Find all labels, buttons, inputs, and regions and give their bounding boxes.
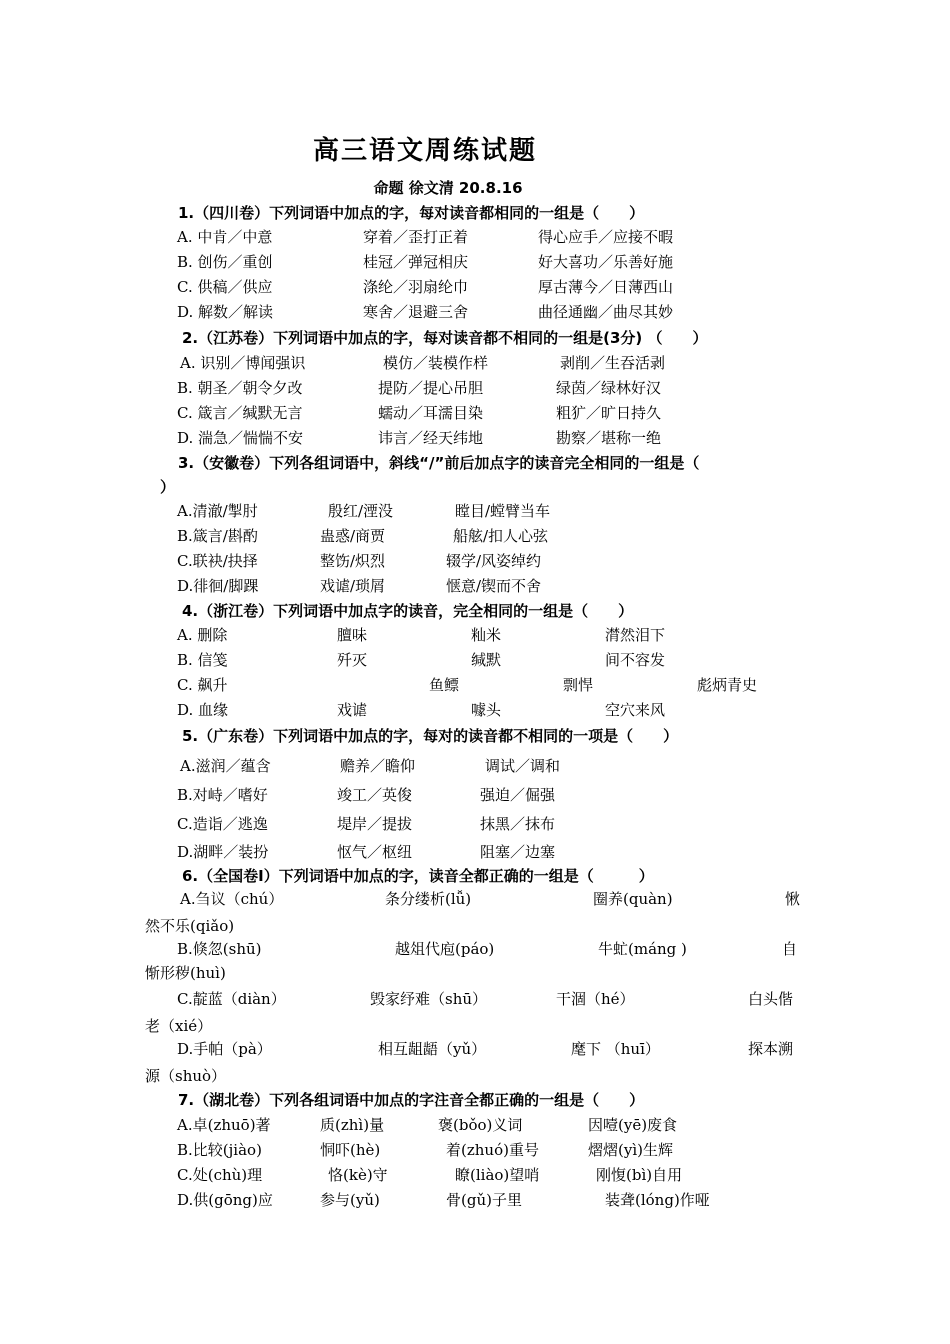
q2-option-d-1: D. 湍急／惴惴不安 <box>177 429 304 447</box>
q5-option-d-1: D.湖畔／装扮 <box>177 843 269 861</box>
q1-option-b-3: 好大喜功／乐善好施 <box>538 253 674 271</box>
question-2-stem: 2.（江苏卷）下列词语中加点的字，每对读音都不相同的一组是(3分) （ ） <box>182 329 708 347</box>
q1-option-a-2: 穿着／歪打正着 <box>363 228 469 246</box>
q6-option-a-3: 圈养(quàn) <box>593 890 673 908</box>
q6-option-b-3: 牛虻(máng ) <box>598 940 687 958</box>
q6-option-d-3: 麾下 （huī） <box>571 1040 660 1058</box>
q7-option-c-1: C.处(chù)理 <box>177 1166 263 1184</box>
q5-option-c-2: 堤岸／提拔 <box>337 815 413 833</box>
q2-option-a-2: 模仿／装模作样 <box>383 354 489 372</box>
q6-option-b-continued: 惭形秽(huì) <box>145 964 226 982</box>
q1-option-c-3: 厚古薄今／日薄西山 <box>538 278 674 296</box>
q3-option-a-2: 殷红/湮没 <box>328 502 394 520</box>
q6-option-a-1: A.刍议（chú） <box>180 890 284 908</box>
q7-option-a-1: A.卓(zhuō)著 <box>177 1116 271 1134</box>
q4-option-b-1: B. 信笺 <box>177 651 228 669</box>
q7-option-b-3: 着(zhuó)重号 <box>446 1141 539 1159</box>
q6-option-c-3: 干涸（hé） <box>556 990 635 1008</box>
q7-option-c-2: 恪(kè)守 <box>328 1166 388 1184</box>
q7-option-b-1: B.比较(jiào) <box>177 1141 262 1159</box>
q4-option-d-3: 噱头 <box>471 701 502 719</box>
q5-option-c-3: 抹黑／抹布 <box>480 815 556 833</box>
q4-option-c-3: 剽悍 <box>563 676 594 694</box>
q5-option-d-2: 怄气／枢纽 <box>337 843 413 861</box>
q2-option-a-1: A. 识别／博闻强识 <box>180 354 306 372</box>
q5-option-b-2: 竣工／英俊 <box>337 786 413 804</box>
q5-option-b-1: B.对峙／嗜好 <box>177 786 268 804</box>
q6-option-c-continued: 老（xié） <box>145 1017 213 1035</box>
q3-option-a-1: A.清澈/掣肘 <box>177 502 258 520</box>
q2-option-c-2: 蠕动／耳濡目染 <box>378 404 484 422</box>
q2-option-b-3: 绿茵／绿林好汉 <box>556 379 662 397</box>
q3-option-c-1: C.联袂/抉择 <box>177 552 258 570</box>
q2-option-b-2: 提防／提心吊胆 <box>378 379 484 397</box>
question-3-stem: 3.（安徽卷）下列各组词语中，斜线“/”前后加点字的读音完全相同的一组是（ <box>178 454 700 472</box>
q3-option-b-2: 蛊惑/商贾 <box>320 527 386 545</box>
q1-option-b-2: 桂冠／弹冠相庆 <box>363 253 469 271</box>
q4-option-b-4: 间不容发 <box>605 651 666 669</box>
q7-option-d-1: D.供(gōng)应 <box>177 1191 273 1209</box>
q4-option-b-3: 缄默 <box>471 651 502 669</box>
q3-option-c-2: 整饬/炽烈 <box>320 552 386 570</box>
q7-option-d-3: 骨(gǔ)子里 <box>446 1191 522 1209</box>
q3-option-c-3: 辍学/风姿绰约 <box>446 552 542 570</box>
q5-option-a-1: A.滋润／蕴含 <box>180 757 271 775</box>
q1-option-d-1: D. 解数／解读 <box>177 303 274 321</box>
q7-option-c-4: 刚愎(bì)自用 <box>596 1166 683 1184</box>
q6-option-c-4: 白头偕 <box>748 990 794 1008</box>
q5-option-c-1: C.造诣／逃逸 <box>177 815 268 833</box>
q6-option-a-2: 条分缕析(lǚ) <box>385 890 472 908</box>
question-5-stem: 5.（广东卷）下列词语中加点的字，每对的读音都不相同的一项是（ ） <box>182 727 679 745</box>
q2-option-d-2: 讳言／经天纬地 <box>378 429 484 447</box>
q5-option-b-3: 强迫／倔强 <box>480 786 556 804</box>
q3-option-d-1: D.徘徊/脚踝 <box>177 577 259 595</box>
question-4-stem: 4.（浙江卷）下列词语中加点字的读音，完全相同的一组是（ ） <box>182 602 634 620</box>
q6-option-a-continued: 然不乐(qiǎo) <box>145 917 235 935</box>
q1-option-b-1: B. 创伤／重创 <box>177 253 273 271</box>
q4-option-d-1: D. 血缘 <box>177 701 229 719</box>
q4-option-a-1: A. 删除 <box>177 626 228 644</box>
q7-option-d-2: 参与(yǔ) <box>320 1191 380 1209</box>
q4-option-c-4: 彪炳青史 <box>697 676 758 694</box>
q4-option-a-3: 籼米 <box>471 626 502 644</box>
q3-option-b-3: 船舷/扣人心弦 <box>453 527 549 545</box>
q3-option-a-3: 瞠目/螳臂当车 <box>455 502 551 520</box>
q6-option-c-1: C.靛蓝（diàn） <box>177 990 286 1008</box>
q4-option-d-4: 空穴来风 <box>605 701 666 719</box>
q6-option-b-4: 自 <box>782 940 798 958</box>
q6-option-d-2: 相互龃龉（yǔ） <box>378 1040 487 1058</box>
question-6-stem: 6.（全国卷Ⅰ）下列词语中加点的字，读音全都正确的一组是（ ） <box>182 867 654 885</box>
q1-option-d-3: 曲径通幽／曲尽其妙 <box>538 303 674 321</box>
q6-option-d-4: 探本溯 <box>748 1040 794 1058</box>
q3-option-b-1: B.箴言/斟酌 <box>177 527 258 545</box>
q6-option-d-1: D.手帕（pà） <box>177 1040 272 1058</box>
q6-option-b-1: B.倏忽(shū) <box>177 940 262 958</box>
q4-option-a-2: 膻味 <box>337 626 368 644</box>
question-3-stem-continued: ） <box>160 478 176 496</box>
q1-option-a-1: A. 中肯／中意 <box>177 228 273 246</box>
q1-option-c-1: C. 供稿／供应 <box>177 278 273 296</box>
q2-option-c-3: 粗犷／旷日持久 <box>556 404 662 422</box>
q2-option-a-3: 剥削／生吞活剥 <box>560 354 666 372</box>
q7-option-c-3: 瞭(liào)望哨 <box>455 1166 540 1184</box>
q3-option-d-2: 戏谑/琐屑 <box>320 577 386 595</box>
author-line: 命题 徐文清 20.8.16 <box>373 179 523 197</box>
q2-option-b-1: B. 朝圣／朝令夕改 <box>177 379 303 397</box>
q4-option-c-2: 鱼鳔 <box>429 676 460 694</box>
q7-option-a-3: 褒(bǒo)义词 <box>438 1116 523 1134</box>
q6-option-c-2: 毁家纾难（shū） <box>370 990 488 1008</box>
q7-option-b-4: 熠熠(yì)生辉 <box>588 1141 673 1159</box>
q7-option-d-4: 装聋(lóng)作哑 <box>605 1191 710 1209</box>
q4-option-a-4: 潸然泪下 <box>605 626 666 644</box>
q1-option-a-3: 得心应手／应接不暇 <box>538 228 674 246</box>
question-7-stem: 7.（湖北卷）下列各组词语中加点的字注音全都正确的一组是（ ） <box>178 1091 645 1109</box>
q5-option-a-2: 赡养／瞻仰 <box>340 757 416 775</box>
q7-option-a-2: 质(zhì)量 <box>320 1116 385 1134</box>
q1-option-c-2: 涤纶／羽扇纶巾 <box>363 278 469 296</box>
q3-option-d-3: 惬意/锲而不舍 <box>446 577 542 595</box>
q2-option-d-3: 勘察／堪称一绝 <box>556 429 662 447</box>
q6-option-a-4: 愀 <box>785 890 801 908</box>
page-title: 高三语文周练试题 <box>312 136 537 166</box>
q4-option-d-2: 戏谑 <box>337 701 368 719</box>
q7-option-b-2: 恫吓(hè) <box>320 1141 381 1159</box>
q5-option-a-3: 调试／调和 <box>485 757 561 775</box>
q4-option-b-2: 歼灭 <box>337 651 368 669</box>
q6-option-d-continued: 源（shuò） <box>145 1067 227 1085</box>
q7-option-a-4: 因噎(yē)废食 <box>588 1116 678 1134</box>
q2-option-c-1: C. 箴言／缄默无言 <box>177 404 303 422</box>
q1-option-d-2: 寒舍／退避三舍 <box>363 303 469 321</box>
q6-option-b-2: 越俎代庖(páo) <box>395 940 495 958</box>
question-1-stem: 1.（四川卷）下列词语中加点的字，每对读音都相同的一组是（ ） <box>178 204 645 222</box>
q5-option-d-3: 阻塞／边塞 <box>480 843 556 861</box>
q4-option-c-1: C. 飙升 <box>177 676 228 694</box>
